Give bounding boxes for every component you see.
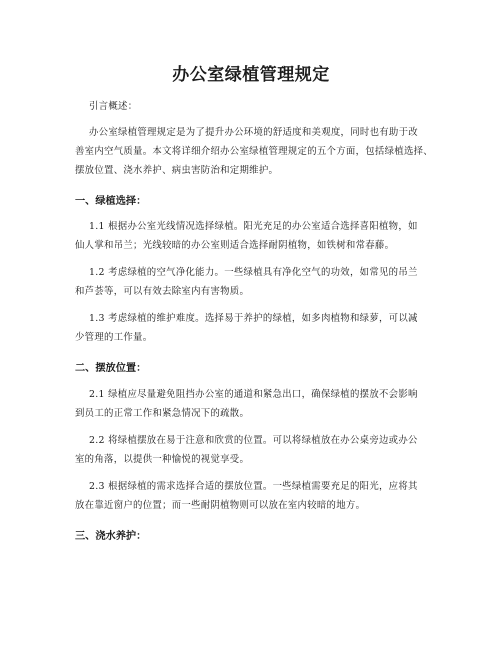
intro-line: 办公室绿植管理规定是为了提升办公环境的舒适度和美观度，同时也有助于改 xyxy=(89,127,418,138)
intro-label: 引言概述： xyxy=(89,101,138,112)
page-title: 办公室绿植管理规定 xyxy=(172,65,330,85)
intro-line: 摆放位置、浇水养护、病虫害防治和定期维护。 xyxy=(75,165,279,176)
paragraph-line: 少管理的工作量。 xyxy=(75,332,153,343)
paragraph-line: 2.2 将绿植摆放在易于注意和欣赏的位置。可以将绿植放在办公桌旁边或办公 xyxy=(89,435,418,446)
paragraph-line: 和芦荟等，可以有效去除室内有害物质。 xyxy=(75,286,250,297)
section-heading: 二、摆放位置： xyxy=(75,363,147,374)
intro-line: 善室内空气质量。本文将详细介绍办公室绿植管理规定的五个方面，包括绿植选择、 xyxy=(75,146,433,157)
section-heading: 三、浇水养护： xyxy=(75,531,147,542)
paragraph-line: 1.1 根据办公室光线情况选择绿植。阳光充足的办公室适合选择喜阳植物，如 xyxy=(89,221,418,232)
paragraph-line: 室的角落，以提供一种愉悦的视觉享受。 xyxy=(75,454,250,465)
paragraph-line: 1.2 考虑绿植的空气净化能力。一些绿植具有净化空气的功效，如常见的吊兰 xyxy=(89,267,418,278)
paragraph-line: 放在靠近窗户的位置；而一些耐阴植物则可以放在室内较暗的地方。 xyxy=(75,500,366,511)
paragraph-line: 到员工的正常工作和紧急情况下的疏散。 xyxy=(75,408,250,419)
paragraph-line: 2.3 根据绿植的需求选择合适的摆放位置。一些绿植需要充足的阳光，应将其 xyxy=(89,481,418,492)
paragraph-line: 2.1 绿植应尽量避免阻挡办公室的通道和紧急出口，确保绿植的摆放不会影响 xyxy=(89,389,418,400)
paragraph-line: 仙人掌和吊兰；光线较暗的办公室则适合选择耐阴植物，如铁树和常春藤。 xyxy=(75,240,395,251)
paragraph-line: 1.3 考虑绿植的维护难度。选择易于养护的绿植，如多肉植物和绿萝，可以减 xyxy=(89,313,418,324)
section-heading: 一、绿植选择： xyxy=(75,196,147,207)
